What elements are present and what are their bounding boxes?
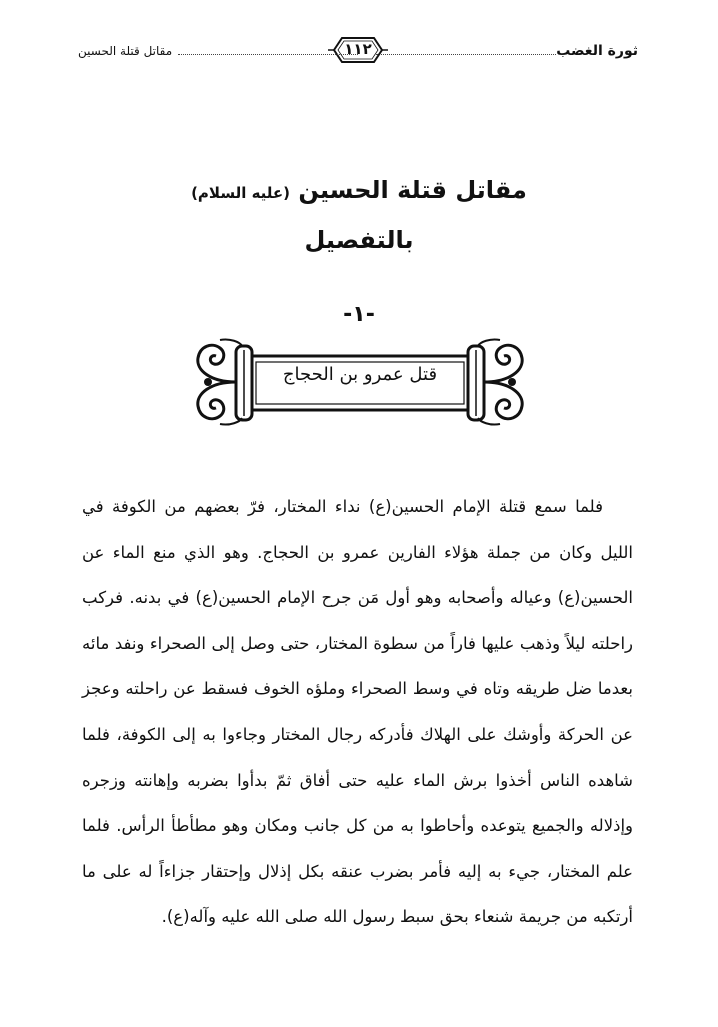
header-dotted-leader-right	[376, 54, 556, 55]
section-heading-frame	[190, 336, 530, 428]
body-paragraph: فلما سمع قتلة الإمام الحسين(ع) نداء المختار، فرّ بعضهم من الكوفة في الليل وكان من جملة هؤلاء الفارين عمرو بن الحجاج. وهو الذي منع الماء عن الحسين(ع) وعياله وأصحابه وهو أول مَن جرح الإمام الحسين(ع) في بدنه. فركب راحلته ليلاً وذهب عليها فاراً من سطوة المختار، حتى وصل إلى الصحراء ونفد مائه بعدما ضل طريقه وتاه في وسط الصحراء وملؤه الخوف فسقط عن راحلته وعجز عن الحركة وأوشك على الهلاك فأدركه رجال المختار وجاءوا به إلى الكوفة، فلما شاهده الناس أخذوا برش الماء عليه حتى أفاق ثمّ بدأوا بضربه وإهانته وزجره وإذلاله والجميع يتوعده وأحاطوا به من كل جانب ومكان وهو مطأطأ الرأس. فلما علم المختار، جيء به إليه فأمر بضرب عنقه بكل إذلال وإحتقار جزاءاً له على ما أرتكبه من جريمة شنعاء بحق سبط رسول الله صلى الله عليه وآله(ع).	[82, 497, 633, 927]
section-number: -١-	[343, 302, 375, 327]
page-number: ١١٢	[344, 40, 372, 58]
chapter-title: مقاتل قتلة الحسين	[78, 44, 173, 58]
running-header	[78, 34, 638, 68]
page-title	[0, 176, 718, 204]
title-blessing: (عليه السلام)	[191, 184, 291, 202]
page-subtitle: بالتفصيل	[304, 226, 414, 254]
page-number-badge	[326, 34, 390, 66]
body-text	[82, 484, 633, 940]
section-heading: قتل عمرو بن الحجاج	[282, 364, 438, 385]
book-title: ثورة الغضب	[556, 43, 638, 59]
title-main: مقاتل قتلة الحسين	[298, 176, 527, 204]
header-dotted-leader-left	[178, 54, 358, 55]
